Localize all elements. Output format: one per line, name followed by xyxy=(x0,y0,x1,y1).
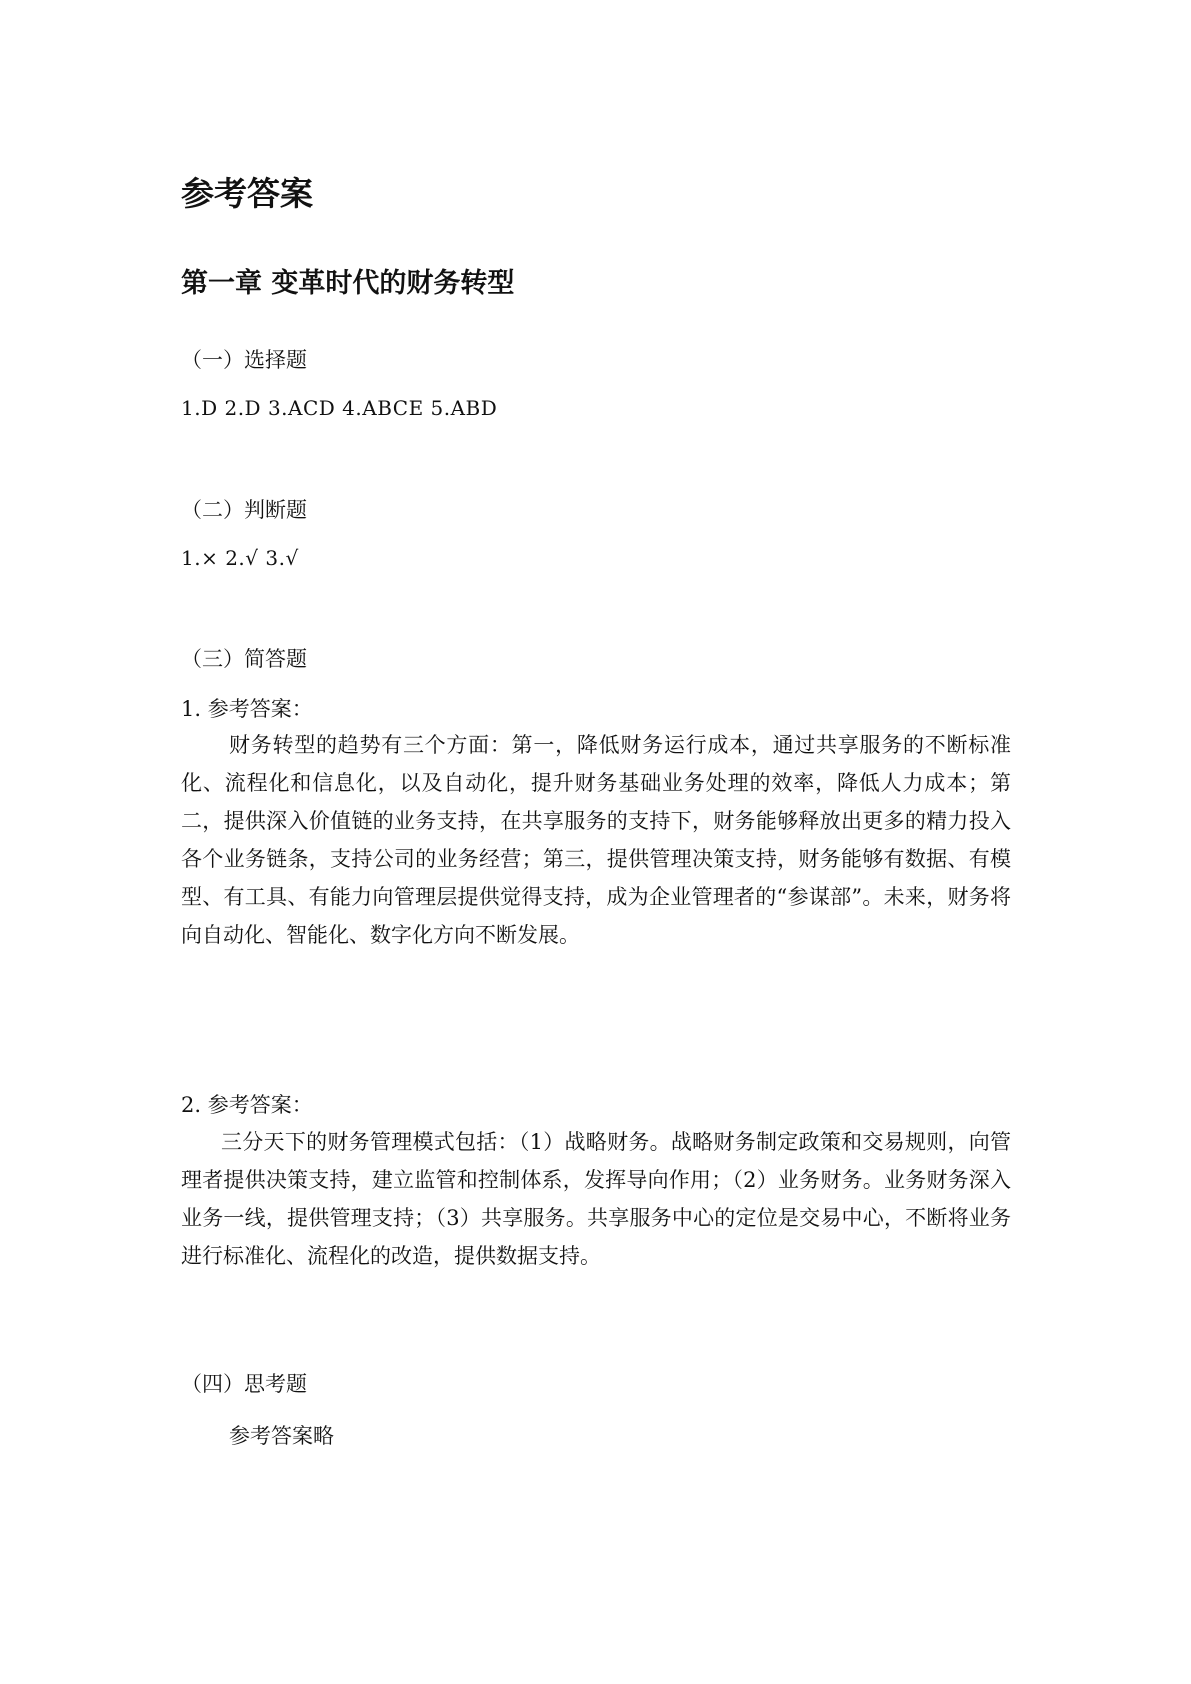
q2-answer-text: 三分天下的财务管理模式包括：（1）战略财务。战略财务制定政策和交易规则，向管理者提供决策支持，建立监管和控制体系，发挥导向作用；（2）业务财务。业务财务深入业务一线，提供管理支持；（3）共享服务。共享服务中心的定位是交易中心，不断将业务进行标准化、流程化的改造，提供数据支持。 xyxy=(181,1130,1011,1268)
choice-answers: 1.D 2.D 3.ACD 4.ABCE 5.ABD xyxy=(181,396,498,420)
q2-label: 2. 参考答案： xyxy=(181,1093,313,1117)
page-title: 参考答案 xyxy=(181,174,313,213)
choice-heading: （一）选择题 xyxy=(181,348,307,372)
chapter-title: 第一章 变革时代的财务转型 xyxy=(181,268,515,299)
q1-answer-text: 财务转型的趋势有三个方面：第一，降低财务运行成本，通过共享服务的不断标准化、流程化和信息化，以及自动化，提升财务基础业务处理的效率，降低人力成本；第二，提供深入价值链的业务支持，在共享服务的支持下，财务能够释放出更多的精力投入各个业务链条，支持公司的业务经营；第三，提供管理决策支持，财务能够有数据、有模型、有工具、有能力向管理层提供觉得支持，成为企业管理者的“参谋部”。未来，财务将向自动化、智能化、数字化方向不断发展。 xyxy=(181,733,1011,947)
judge-answers: 1.× 2.√ 3.√ xyxy=(181,546,299,570)
short-answer-heading: （三）简答题 xyxy=(181,647,307,671)
think-answer: 参考答案略 xyxy=(229,1424,334,1448)
think-heading: （四）思考题 xyxy=(181,1372,307,1396)
judge-heading: （二）判断题 xyxy=(181,498,307,522)
q1-label: 1. 参考答案： xyxy=(181,697,313,721)
